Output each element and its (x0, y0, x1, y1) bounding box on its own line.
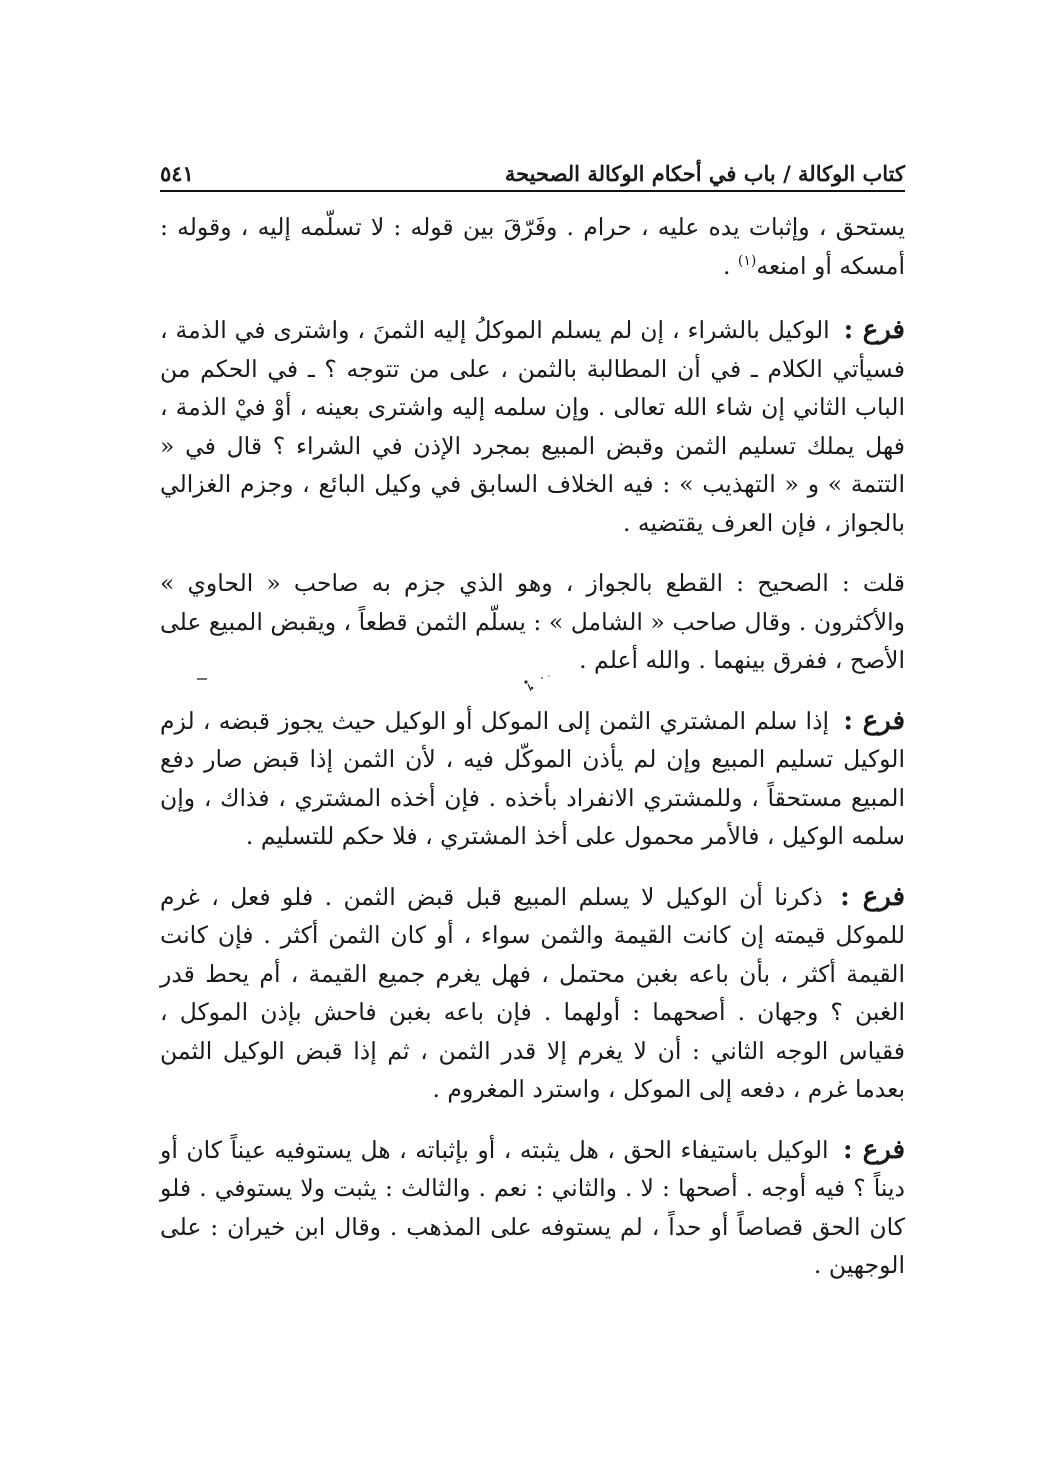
paragraph-text: الوكيل بالشراء ، إن لم يسلم الموكلُ إليه الثمنَ ، واشترى في الذمة ، فسيأتي الكلام ـ في أن المطالبة بالثمن ، على من تتوجه ؟ ـ في الحكم من الباب الثاني إن شاء الله تعالى . وإن سلمه إليه واشترى بعينه ، أوْ فيْ الذمة ، فهل يملك تسليم الثمن وقبض المبيع بمجرد الإذن في الشراء ؟ قال في « التتمة » و « التهذيب » : فيه الخلاف السابق في وكيل البائع ، وجزم الغزالي بالجواز ، فإن العرف يقتضيه . (160, 316, 905, 537)
paragraph-text: يستحق ، وإثبات يده عليه ، حرام . وفَرّقَ بين قوله : لا تسلّمه إليه ، وقوله : أمسكه أو امنعه (160, 213, 905, 280)
paragraph-text: الوكيل باستيفاء الحق ، هل يثبته ، أو بإثباته ، هل يستوفيه عيناً كان أو ديناً ؟ فيه أوجه . أصحها : لا . والثاني : نعم . والثالث : يثبت ولا يستوفي . فلو كان الحق قصاصاً أو حداً ، لم يستوفه على المذهب . وقال ابن خيران : على الوجهين . (160, 1135, 905, 1279)
paragraph-fara-buyer-payment (160, 702, 905, 856)
paragraph-qultu (160, 564, 905, 680)
paragraph-text: إذا سلم المشتري الثمن إلى الموكل أو الوكيل حيث يجوز قبضه ، لزم الوكيل تسليم المبيع وإن لم يأذن الموكّل فيه ، لأن الثمن إذا قبض صار دفع المبيع مستحقاً ، وللمشتري الانفراد بأخذه . فإن أخذه المشتري ، فذاك ، وإن سلمه الوكيل ، فالأمر محمول على أخذ المشتري ، فلا حكم للتسليم . (160, 706, 905, 850)
paragraph-text: قلت : الصحيح : القطع بالجواز ، وهو الذي جزم به صاحب « الحاوي » والأكثرون . وقال صاحب « الشامل » : يسلّم الثمن قطعاً ، ويقبض المبيع على الأصح ، ففرق بينهما . والله أعلم . (160, 569, 905, 674)
running-header (160, 150, 905, 192)
paragraph-continuation (160, 208, 905, 285)
section-lead-fara: فرع : (843, 1134, 905, 1165)
section-lead-fara: فرع : (843, 705, 905, 736)
ink-speck-mark (522, 672, 556, 696)
page-number: ٥٤١ (160, 161, 194, 186)
paragraph-fara-collecting-right (160, 1131, 905, 1285)
paragraph-tail: . (722, 251, 738, 280)
running-header-title: كتاب الوكالة / باب في أحكام الوكالة الصحيحة (504, 161, 905, 186)
footnote-reference: (١) (737, 252, 757, 269)
book-page (160, 150, 905, 1307)
ink-dash-mark (196, 676, 208, 682)
section-lead-fara: فرع : (843, 315, 905, 345)
paragraph-fara-delivery-before-payment (160, 878, 905, 1109)
paragraph-fara-agent-purchase (160, 311, 905, 542)
paragraph-text: ذكرنا أن الوكيل لا يسلم المبيع قبل قبض الثمن . فلو فعل ، غرم للموكل قيمته إن كانت القيمة والثمن سواء ، أو كان الثمن أكثر . فإن كانت القيمة أكثر ، بأن باعه بغبن محتمل ، فهل يغرم جميع القيمة ، أم يحط قدر الغبن ؟ وجهان . أصحهما : أولهما . فإن باعه بغبن فاحش بإذن الموكل ، فقياس الوجه الثاني : أن لا يغرم إلا قدر الثمن ، ثم إذا قبض الوكيل الثمن بعدما غرم ، دفعه إلى الموكل ، واسترد المغروم . (160, 882, 905, 1103)
section-lead-fara: فرع : (840, 881, 905, 912)
